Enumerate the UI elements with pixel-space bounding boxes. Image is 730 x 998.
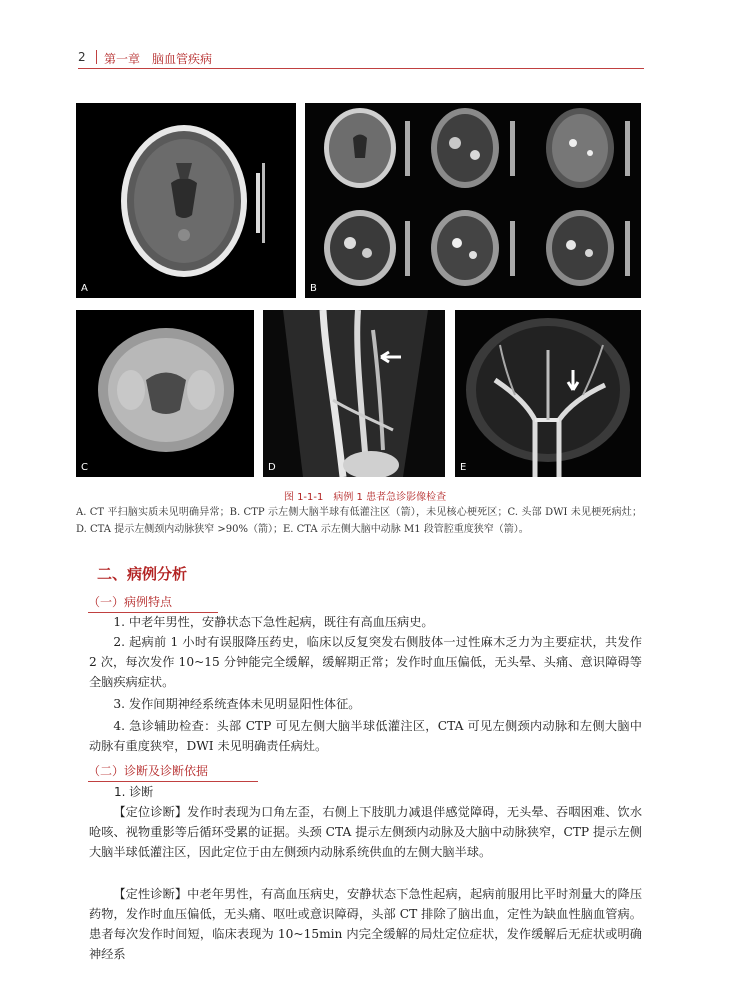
running-header (78, 48, 644, 69)
panel-label-e: E (460, 462, 467, 473)
cta-neck-image (263, 310, 445, 477)
feature-item-2: 2. 起病前 1 小时有误服降压药史，临床以反复突发右侧肢体一过性麻木乏力为主要症状，共发作 2 次，每次发作 10~15 分钟能完全缓解，缓解期正常；发作时血压偏低，无头晕、头痛、意识障碍等全脑疾病症状。 (89, 635, 642, 689)
cta-intracranial-image (455, 310, 641, 477)
qualitative-paragraph (89, 884, 642, 964)
header-divider (96, 50, 97, 64)
figure-panel-a (76, 103, 296, 298)
figure-panel-e (455, 310, 641, 477)
qualitative-label: 【定性诊断】 (113, 887, 188, 901)
ct-axial-image (76, 103, 296, 298)
panel-label-b: B (310, 283, 317, 294)
ctp-maps-image (305, 103, 641, 298)
panel-label-c: C (81, 462, 88, 473)
figure-panel-d (263, 310, 445, 477)
figure-panel-b (305, 103, 641, 298)
diagnosis-heading: 1. 诊断 (114, 785, 154, 799)
feature-item-4: 4. 急诊辅助检查：头部 CTP 可见左侧大脑半球低灌注区，CTA 可见左侧颈内动脉和左侧大脑中动脉有重度狭窄，DWI 未见明确责任病灶。 (89, 719, 642, 753)
figure-caption-title: 图 1-1-1 病例 1 患者急诊影像检查 (283, 492, 447, 503)
feature-item-3: 3. 发作间期神经系统查体未见明显阳性体征。 (113, 697, 361, 711)
qualitative-text: 中老年男性，有高血压病史，安静状态下急性起病，起病前服用比平时剂量大的降压药物，发作时血压偏低，无头痛、呕吐或意识障碍，头部 CT 排除了脑出血，定性为缺血性脑血管病。患者每次发作时间短，临床表现为 10~15min 内完全缓解的局灶定位症状，发作缓解后无症状或明确神经系 (89, 887, 643, 961)
figure-caption-text: A. CT 平扫脑实质未见明确异常；B. CTP 示左侧大脑半球有低灌注区（箭），未见核心梗死区；C. 头部 DWI 未见梗死病灶；D. CTA 提示左侧颈内动脉狭窄 >90%（箭）；E. CTA 示左侧大脑中动脉 M1 段管腔重度狭窄（箭）。 (76, 507, 642, 535)
subsection-heading-features: （一）病例特点 (88, 593, 218, 613)
feature-item-1: 1. 中老年男性，安静状态下急性起病，既往有高血压病史。 (113, 615, 434, 629)
subsection-heading-diagnosis: （二）诊断及诊断依据 (88, 762, 258, 782)
panel-label-a: A (81, 283, 88, 294)
figure-panel-c (76, 310, 254, 477)
dwi-image (76, 310, 254, 477)
panel-label-d: D (268, 462, 276, 473)
localization-paragraph (89, 802, 642, 862)
localization-label: 【定位诊断】 (113, 805, 188, 819)
section-heading: 二、病例分析 (97, 565, 188, 583)
localization-text: 发作时表现为口角左歪，右侧上下肢肌力减退伴感觉障碍，无头晕、吞咽困难、饮水呛咳、视物重影等后循环受累的证据。头颈 CTA 提示左侧颈内动脉及大脑中动脉狭窄，CTP 提示左侧大脑半球低灌注区，因此定位于由左侧颈内动脉系统供血的左侧大脑半球。 (89, 805, 643, 859)
page-number: 2 (78, 50, 86, 64)
chapter-title: 第一章 脑血管疾病 (104, 52, 213, 66)
